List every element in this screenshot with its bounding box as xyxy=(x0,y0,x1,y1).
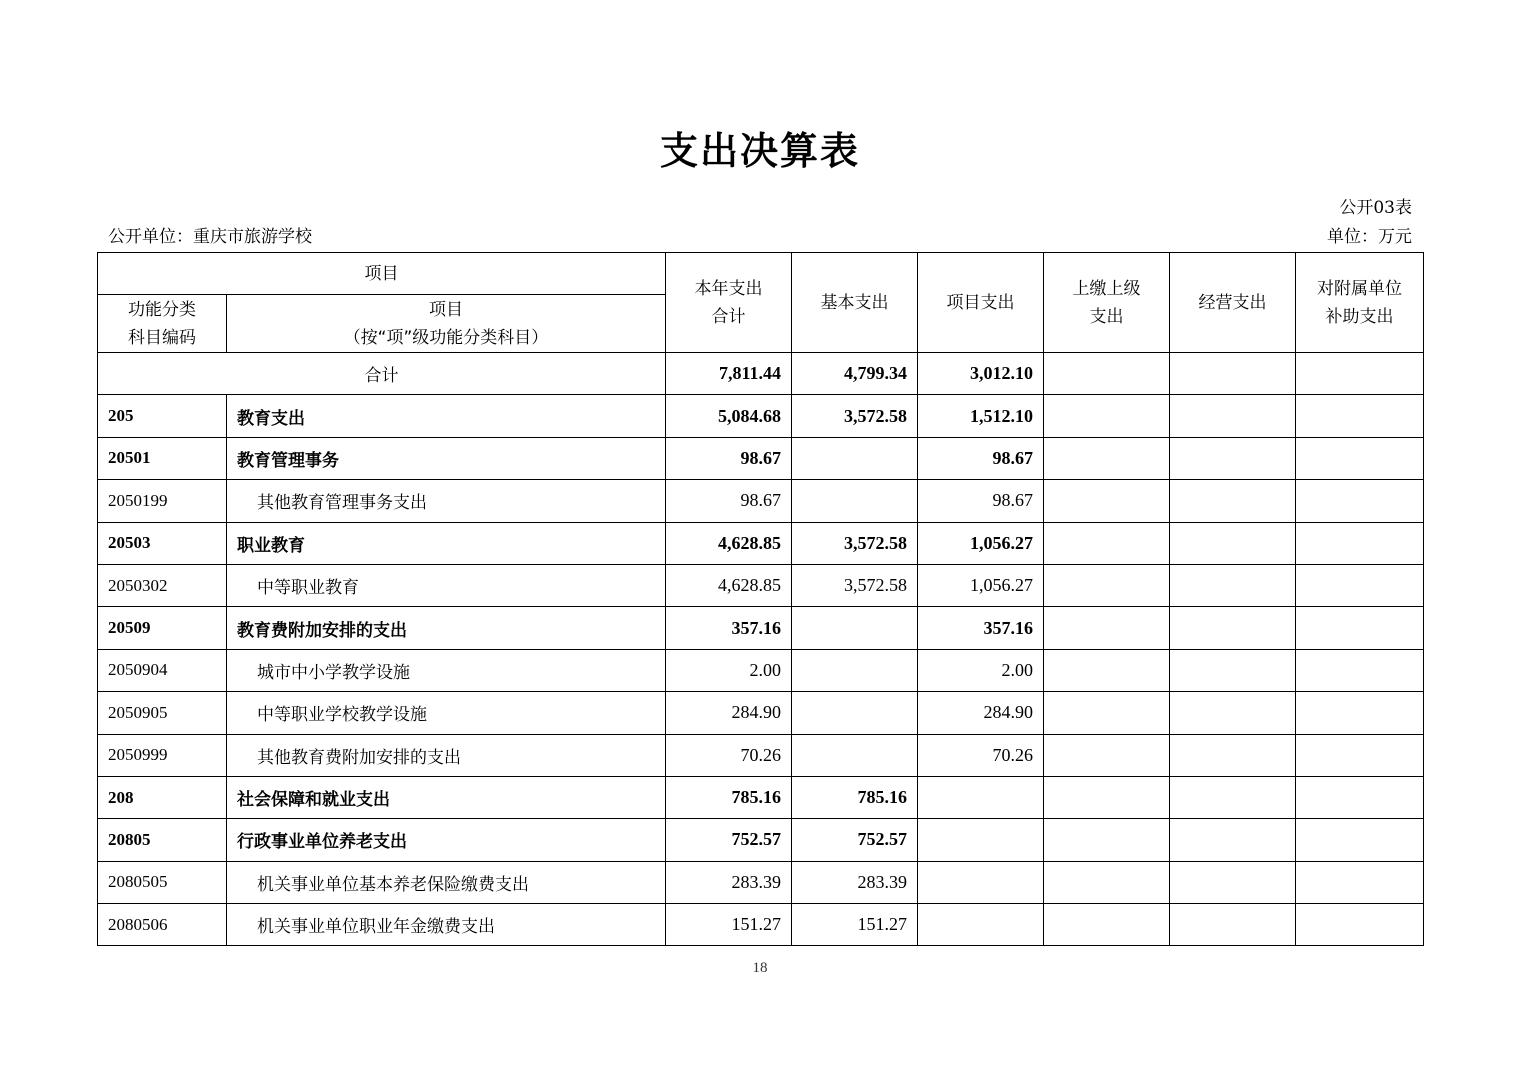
row-project xyxy=(918,861,1044,903)
header-basic: 基本支出 xyxy=(792,253,918,353)
table-row xyxy=(98,904,1424,946)
row-basic xyxy=(792,480,918,522)
row-name: 其他教育费附加安排的支出 xyxy=(227,734,666,776)
row-total: 4,628.85 xyxy=(666,564,792,606)
row-basic: 3,572.58 xyxy=(792,564,918,606)
total-project: 3,012.10 xyxy=(918,353,1044,395)
row-project: 98.67 xyxy=(918,437,1044,479)
table-row xyxy=(98,607,1424,649)
row-subsidy xyxy=(1296,819,1424,861)
row-upper xyxy=(1044,395,1170,437)
row-subsidy xyxy=(1296,861,1424,903)
row-subsidy xyxy=(1296,522,1424,564)
row-project: 1,056.27 xyxy=(918,564,1044,606)
row-subsidy xyxy=(1296,564,1424,606)
total-row xyxy=(98,353,1424,395)
page-title: 支出决算表 xyxy=(659,129,860,173)
row-code: 2080506 xyxy=(98,904,227,946)
table-row xyxy=(98,776,1424,818)
row-upper xyxy=(1044,861,1170,903)
row-code: 2050905 xyxy=(98,692,227,734)
page-number: 18 xyxy=(752,960,768,976)
total-business xyxy=(1170,353,1296,395)
table-row xyxy=(98,692,1424,734)
header-code: 功能分类 科目编码 xyxy=(98,295,227,353)
header-total: 本年支出 合计 xyxy=(666,253,792,353)
total-basic: 4,799.34 xyxy=(792,353,918,395)
table-row xyxy=(98,480,1424,522)
row-subsidy xyxy=(1296,692,1424,734)
table-row xyxy=(98,819,1424,861)
row-total: 752.57 xyxy=(666,819,792,861)
row-upper xyxy=(1044,904,1170,946)
row-business xyxy=(1170,564,1296,606)
row-business xyxy=(1170,649,1296,691)
row-name: 教育费附加安排的支出 xyxy=(227,607,666,649)
row-code: 20501 xyxy=(98,437,227,479)
expenditure-table xyxy=(97,252,1424,946)
form-number: 公开03表 xyxy=(1339,198,1412,218)
row-subsidy xyxy=(1296,437,1424,479)
row-code: 208 xyxy=(98,776,227,818)
row-basic: 3,572.58 xyxy=(792,522,918,564)
total-amount: 7,811.44 xyxy=(666,353,792,395)
total-label: 合计 xyxy=(98,353,666,395)
row-total: 785.16 xyxy=(666,776,792,818)
header-upper: 上缴上级 支出 xyxy=(1044,253,1170,353)
row-basic xyxy=(792,607,918,649)
row-name: 中等职业学校教学设施 xyxy=(227,692,666,734)
row-basic xyxy=(792,649,918,691)
row-business xyxy=(1170,692,1296,734)
row-basic: 283.39 xyxy=(792,861,918,903)
row-project xyxy=(918,819,1044,861)
row-subsidy xyxy=(1296,480,1424,522)
table-row xyxy=(98,649,1424,691)
row-business xyxy=(1170,904,1296,946)
row-code: 205 xyxy=(98,395,227,437)
row-subsidy xyxy=(1296,904,1424,946)
row-project xyxy=(918,904,1044,946)
row-business xyxy=(1170,607,1296,649)
row-total: 98.67 xyxy=(666,437,792,479)
row-name: 机关事业单位基本养老保险缴费支出 xyxy=(227,861,666,903)
row-upper xyxy=(1044,564,1170,606)
row-name: 职业教育 xyxy=(227,522,666,564)
row-business xyxy=(1170,437,1296,479)
row-project: 357.16 xyxy=(918,607,1044,649)
row-total: 357.16 xyxy=(666,607,792,649)
row-upper xyxy=(1044,649,1170,691)
row-business xyxy=(1170,522,1296,564)
currency-unit: 单位：万元 xyxy=(1327,227,1412,247)
row-name: 城市中小学教学设施 xyxy=(227,649,666,691)
row-code: 2080505 xyxy=(98,861,227,903)
row-code: 20503 xyxy=(98,522,227,564)
header-subsidy: 对附属单位 补助支出 xyxy=(1296,253,1424,353)
header-business: 经营支出 xyxy=(1170,253,1296,353)
row-business xyxy=(1170,395,1296,437)
row-project: 1,056.27 xyxy=(918,522,1044,564)
row-subsidy xyxy=(1296,649,1424,691)
table-row xyxy=(98,522,1424,564)
row-subsidy xyxy=(1296,607,1424,649)
row-total: 4,628.85 xyxy=(666,522,792,564)
row-total: 70.26 xyxy=(666,734,792,776)
row-business xyxy=(1170,480,1296,522)
total-subsidy xyxy=(1296,353,1424,395)
row-name: 其他教育管理事务支出 xyxy=(227,480,666,522)
table-row xyxy=(98,734,1424,776)
row-upper xyxy=(1044,819,1170,861)
row-basic xyxy=(792,692,918,734)
row-basic: 3,572.58 xyxy=(792,395,918,437)
row-project: 1,512.10 xyxy=(918,395,1044,437)
row-project xyxy=(918,776,1044,818)
row-project: 284.90 xyxy=(918,692,1044,734)
table-row xyxy=(98,564,1424,606)
row-business xyxy=(1170,776,1296,818)
row-business xyxy=(1170,819,1296,861)
row-upper xyxy=(1044,480,1170,522)
table-row xyxy=(98,861,1424,903)
row-total: 2.00 xyxy=(666,649,792,691)
row-business xyxy=(1170,734,1296,776)
row-basic: 151.27 xyxy=(792,904,918,946)
row-name: 社会保障和就业支出 xyxy=(227,776,666,818)
row-project: 98.67 xyxy=(918,480,1044,522)
row-name: 中等职业教育 xyxy=(227,564,666,606)
row-name: 行政事业单位养老支出 xyxy=(227,819,666,861)
row-total: 5,084.68 xyxy=(666,395,792,437)
row-total: 98.67 xyxy=(666,480,792,522)
row-name: 教育支出 xyxy=(227,395,666,437)
row-project: 2.00 xyxy=(918,649,1044,691)
reporting-unit: 公开单位：重庆市旅游学校 xyxy=(108,227,312,247)
row-total: 284.90 xyxy=(666,692,792,734)
row-code: 2050199 xyxy=(98,480,227,522)
row-subsidy xyxy=(1296,395,1424,437)
row-basic xyxy=(792,734,918,776)
row-upper xyxy=(1044,776,1170,818)
total-upper xyxy=(1044,353,1170,395)
header-project: 项目支出 xyxy=(918,253,1044,353)
row-upper xyxy=(1044,437,1170,479)
row-total: 283.39 xyxy=(666,861,792,903)
table-row xyxy=(98,437,1424,479)
header-name: 项目 （按“项”级功能分类科目） xyxy=(227,295,666,353)
row-basic: 785.16 xyxy=(792,776,918,818)
row-basic xyxy=(792,437,918,479)
row-basic: 752.57 xyxy=(792,819,918,861)
row-upper xyxy=(1044,522,1170,564)
row-project: 70.26 xyxy=(918,734,1044,776)
row-code: 2050302 xyxy=(98,564,227,606)
row-code: 20509 xyxy=(98,607,227,649)
header-item-group: 项目 xyxy=(98,253,666,295)
row-name: 教育管理事务 xyxy=(227,437,666,479)
row-code: 2050904 xyxy=(98,649,227,691)
row-code: 20805 xyxy=(98,819,227,861)
row-total: 151.27 xyxy=(666,904,792,946)
row-upper xyxy=(1044,734,1170,776)
row-name: 机关事业单位职业年金缴费支出 xyxy=(227,904,666,946)
row-business xyxy=(1170,861,1296,903)
row-subsidy xyxy=(1296,776,1424,818)
row-code: 2050999 xyxy=(98,734,227,776)
row-upper xyxy=(1044,607,1170,649)
row-subsidy xyxy=(1296,734,1424,776)
table-row xyxy=(98,395,1424,437)
row-upper xyxy=(1044,692,1170,734)
